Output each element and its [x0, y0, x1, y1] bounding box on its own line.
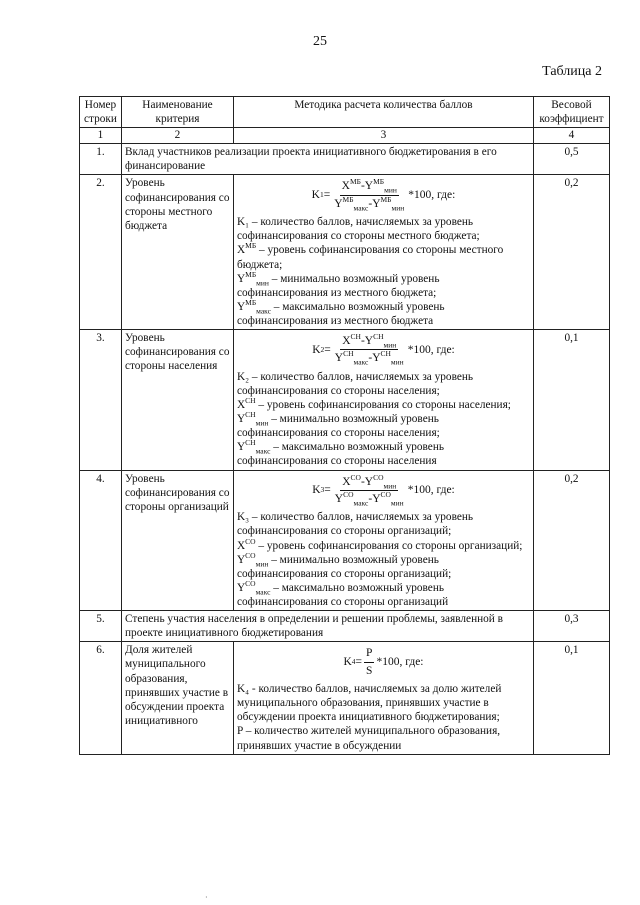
- row-number: 3.: [80, 330, 122, 471]
- formula-fraction: $\frac{X^{МБ}-Y^{МБ}_{мин}}{Y^{МБ}_{макс}-Y^{МБ}_{мин}}$: [334, 177, 405, 213]
- formula-definitions: K₁ – количество баллов, начисляемых за уровень софинансирования со стороны местного бюджета; $X^{МБ}$ – уровень софинансирования со стороны местного бюджета; $Y^{МБ}_{мин}$ – минимально возможный уровень софинансирования из местного бюджета; $Y^{МБ}_{макс}$ – максимально возможный уровень софинансирования из местного бюджета: [237, 216, 504, 327]
- weight-value: 0,1: [534, 642, 610, 754]
- formula-k2: K 2 = $\frac{X^{СН}-Y^{СН}_{мин}}{Y^{СН}_{макс}-Y^{СН}_{мин}}$ *100, где:: [312, 332, 455, 367]
- table-row: [80, 330, 610, 471]
- column-index: 2: [122, 128, 234, 144]
- header-methodology: Методика расчета количества баллов: [234, 97, 534, 128]
- formula-k4: K 4 = $\frac{P}{S}$ *100, где:: [343, 647, 424, 677]
- criterion-name: Уровень софинансирования со стороны организаций: [122, 470, 234, 611]
- methodology-cell: [234, 642, 534, 754]
- column-index-row: [80, 128, 610, 144]
- criterion-text: Степень участия населения в определении и решении проблемы, заявленной в проекте инициативного бюджетирования: [122, 611, 534, 642]
- column-index: 1: [80, 128, 122, 144]
- criterion-name: Уровень софинансирования со стороны местного бюджета: [122, 175, 234, 330]
- table-row: [80, 642, 610, 754]
- table-caption: Таблица 2: [542, 64, 602, 79]
- criteria-table: [79, 96, 610, 755]
- weight-value: 0,2: [534, 175, 610, 330]
- criterion-text: Вклад участников реализации проекта инициативного бюджетирования в его финансирование: [122, 144, 534, 175]
- table-row: [80, 144, 610, 175]
- criterion-name: Доля жителей муниципального образования, принявших участие в обсуждении проекта инициативного: [122, 642, 234, 754]
- column-index: 3: [234, 128, 534, 144]
- formula-k3: K 3 = $\frac{X^{СО}-Y^{СО}_{мин}}{Y^{СО}_{макс}-Y^{СО}_{мин}}$ *100, где:: [312, 472, 455, 508]
- criterion-name: Уровень софинансирования со стороны населения: [122, 330, 234, 471]
- table-row: [80, 175, 610, 330]
- header-row-number: Номер строки: [80, 97, 122, 128]
- formula-k1: K 1 = $\frac{X^{МБ}-Y^{МБ}_{мин}}{Y^{МБ}_{макс}-Y^{МБ}_{мин}}$ *100, где:: [311, 177, 456, 213]
- row-number: 2.: [80, 175, 122, 330]
- header-criterion-name: Наименование критерия: [122, 97, 234, 128]
- weight-value: 0,1: [534, 330, 610, 471]
- formula-fraction: $\frac{P}{S}$: [366, 647, 373, 677]
- methodology-cell: [234, 330, 534, 471]
- formula-definitions: K₂ – количество баллов, начисляемых за уровень софинансирования со стороны населения; $X^{СН}$ – уровень софинансирования со стороны населения; $Y^{СН}_{мин}$ – минимально возможный уровень софинансирования со стороны населения; $Y^{СН}_{макс}$ – максимально возможный уровень софинансирования со стороны населения: [237, 370, 511, 468]
- weight-value: 0,5: [534, 144, 610, 175]
- table-row: [80, 611, 610, 642]
- scan-mark: ·: [205, 893, 208, 902]
- row-number: 6.: [80, 642, 122, 754]
- formula-definitions: K₄ - количество баллов, начисляемых за долю жителей муниципального образования, принявших участие в обсуждении проекта инициативного бюджетирования; P – количество жителей муниципального образования, принявших участие в обсуждении: [237, 683, 502, 752]
- weight-value: 0,2: [534, 470, 610, 611]
- header-row: [80, 97, 610, 128]
- methodology-cell: [234, 470, 534, 611]
- formula-definitions: K₃ – количество баллов, начисляемых за уровень софинансирования со стороны организаций; $X^{СО}$ – уровень софинансирования со стороны организаций; $Y^{СО}_{мин}$ – минимально возможный уровень софинансирования со стороны организаций; $Y^{СО}_{макс}$ – максимально возможный уровень софинансирования со стороны организаций: [237, 511, 523, 608]
- methodology-cell: [234, 175, 534, 330]
- row-number: 1.: [80, 144, 122, 175]
- formula-fraction: $\frac{X^{СН}-Y^{СН}_{мин}}{Y^{СН}_{макс}-Y^{СН}_{мин}}$: [334, 332, 404, 367]
- table-row: [80, 470, 610, 611]
- row-number: 5.: [80, 611, 122, 642]
- page-number: 25: [313, 34, 327, 49]
- column-index: 4: [534, 128, 610, 144]
- weight-value: 0,3: [534, 611, 610, 642]
- row-number: 4.: [80, 470, 122, 611]
- header-weight: Весовой коэффициент: [534, 97, 610, 128]
- formula-fraction: $\frac{X^{СО}-Y^{СО}_{мин}}{Y^{СО}_{макс}-Y^{СО}_{мин}}$: [334, 472, 404, 508]
